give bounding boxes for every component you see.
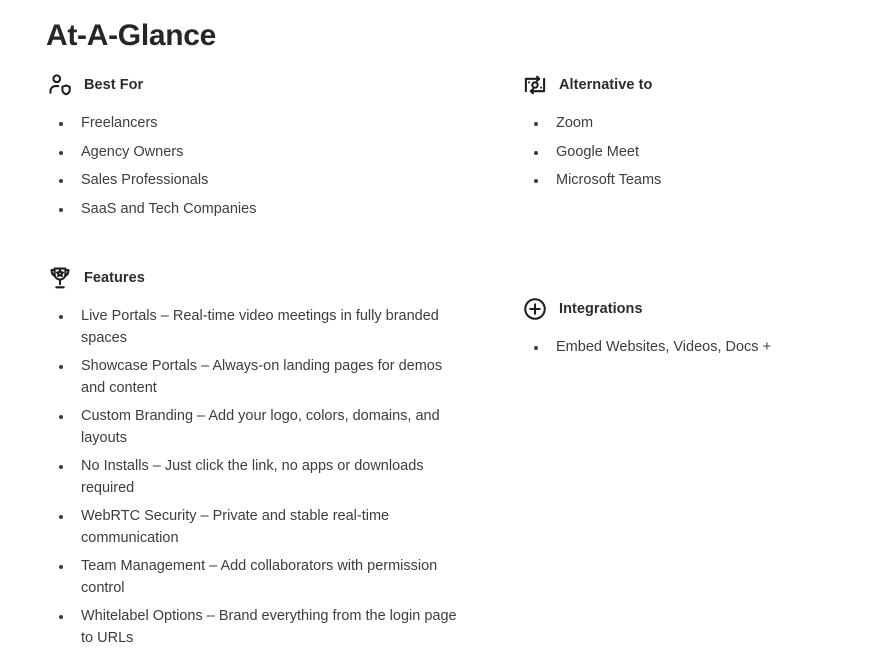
section-title-best-for: Best For [84,77,144,93]
section-header-features [46,263,480,293]
list-features [46,306,480,649]
list-item: Freelancers [46,113,480,135]
section-header-integrations [521,294,873,324]
right-column [480,70,873,656]
list-item: Google Meet [521,142,873,164]
section-integrations [521,294,873,359]
section-title-alternative-to: Alternative to [559,77,653,93]
list-item: No Installs – Just click the link, no apps or downloads required [46,456,466,499]
list-item: Showcase Portals – Always-on landing pages for demos and content [46,356,466,399]
section-best-for [46,70,480,220]
list-item: Team Management – Add collaborators with permission control [46,556,466,599]
list-integrations [521,337,873,359]
section-alternative-to [521,70,873,192]
section-spacer [46,227,480,263]
list-best-for [46,113,480,220]
section-title-integrations: Integrations [559,300,643,317]
list-item: WebRTC Security – Private and stable real-time communication [46,506,466,549]
section-features [46,263,480,649]
section-spacer [521,199,873,294]
list-item: Whitelabel Options – Brand everything from the login page to URLs [46,606,466,649]
page-title: At-A-Glance [46,19,217,52]
list-item: Live Portals – Real-time video meetings in fully branded spaces [46,306,466,349]
trophy-star-icon [46,264,74,292]
list-alternative-to [521,113,873,192]
section-header-alternative-to [521,70,873,100]
list-item: Sales Professionals [46,170,480,192]
plus-circle-icon [521,295,549,323]
replace-swap-icon [521,71,549,99]
section-header-best-for [46,70,480,100]
list-item: Zoom [521,113,873,135]
user-shield-icon [46,71,74,99]
list-item: Agency Owners [46,142,480,164]
list-item: Microsoft Teams [521,170,873,192]
list-item: SaaS and Tech Companies [46,199,480,221]
left-column [0,70,480,656]
list-item: Embed Websites, Videos, Docs + [521,337,873,359]
section-title-features: Features [84,270,145,286]
two-column-layout [0,70,873,656]
list-item: Custom Branding – Add your logo, colors, domains, and layouts [46,406,466,449]
